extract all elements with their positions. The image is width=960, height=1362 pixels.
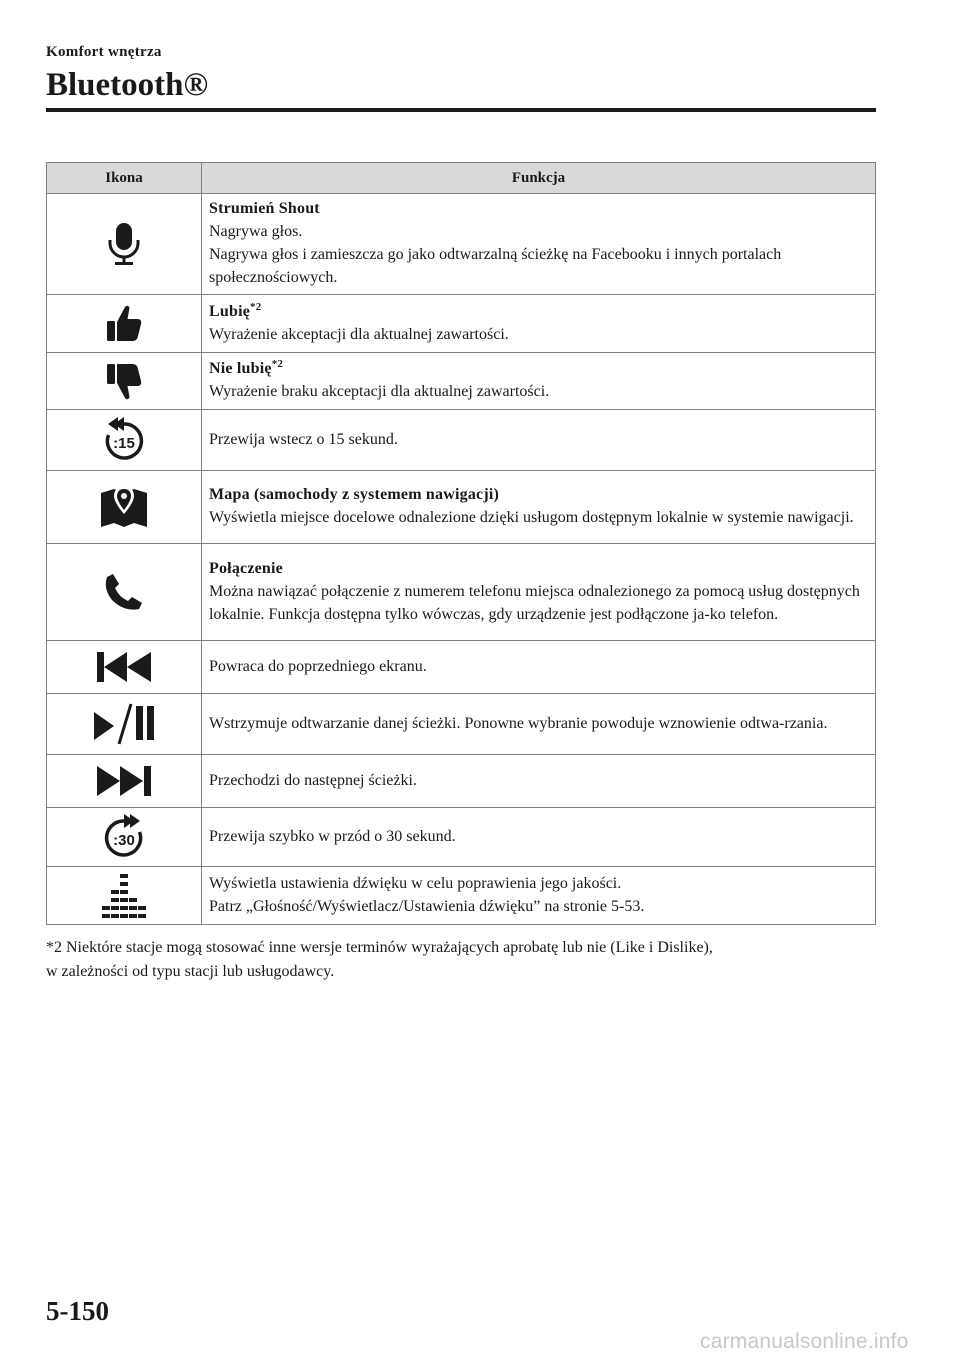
forward-30-label: :30 [113,832,135,849]
function-description: Przechodzi do następnej ścieżki. [209,771,417,789]
table-row [47,295,876,353]
map-pin-icon [98,483,150,531]
footnote [46,936,876,984]
function-description: Wyświetla ustawienia dźwięku w celu poprawienia jego jakości. [209,874,622,892]
microphone-icon [104,221,144,267]
phone-icon [104,572,144,612]
function-description: Nagrywa głos. [209,223,303,240]
footnote-line: w zależności od typu stacji lub usługodawcy. [46,963,335,980]
icon-function-table [46,162,876,925]
function-name: Połączenie [209,559,283,577]
forward-30-icon [102,814,146,860]
table-header-row [47,163,876,194]
function-description: Przewija wstecz o 15 sekund. [209,430,398,448]
table-row [47,194,876,295]
function-description: Można nawiązać połączenie z numerem telefonu miejsca odnalezionego za pomocą usług dostępnych lokalnie. Funkcja dostępna tylko wówczas, gdy urządzenie jest podłączone ja-ko telefon. [209,582,860,623]
column-header-icon: Ikona [47,163,202,194]
function-name: Strumień Shout [209,200,320,217]
function-description: Wyrażenie braku akceptacji dla aktualnej zawartości. [209,383,550,400]
page-title: Bluetooth® [46,67,209,103]
rewind-15-icon [102,417,146,463]
function-description: Przewija szybko w przód o 30 sekund. [209,827,456,845]
function-name: Mapa (samochody z systemem nawigacji) [209,486,500,503]
section-label: Komfort wnętrza [46,44,162,60]
play-pause-icon [92,702,156,746]
table-row [47,641,876,694]
next-track-icon [95,764,153,798]
table-row [47,471,876,544]
function-name: Nie lubię$^{*2}$ [209,358,284,377]
function-description: Wyświetla miejsce docelowe odnalezione dzięki usługom dostępnym lokalnie w systemie nawigacji. [209,509,854,526]
footnote-marker: *2 [250,300,262,313]
table-row [47,867,876,925]
previous-track-icon [95,650,153,684]
equalizer-icon [97,873,151,919]
table-row [47,694,876,755]
table-row [47,353,876,410]
table-row [47,410,876,471]
rewind-15-label: :15 [113,435,135,452]
function-description: Powraca do poprzedniego ekranu. [209,657,427,675]
function-name: Lubię$^{*2}$ [209,300,262,320]
footnote-marker: *2 [271,358,284,370]
table-row [47,808,876,867]
thumbs-up-icon [104,303,144,345]
thumbs-down-icon [104,360,144,402]
function-description: Wstrzymuje odtwarzanie danej ścieżki. Ponowne wybranie powoduje wznowienie odtwa-rzania. [209,714,828,732]
function-description: Patrz „Głośność/Wyświetlacz/Ustawienia dźwięku” na stronie 5-53. [209,897,645,915]
table-row [47,755,876,808]
page-number: 5-150 [46,1296,109,1326]
watermark-link[interactable]: carmanualsonline.info [700,1330,909,1353]
header-divider [46,108,876,112]
footnote-line: *2 Niektóre stacje mogą stosować inne wersje terminów wyrażających aprobatę lub nie (Like i Dislike), [46,939,713,956]
function-description: Nagrywa głos i zamieszcza go jako odtwarzalną ścieżkę na Facebooku i innych portalach społecznościowych. [209,246,782,286]
table-row [47,544,876,641]
column-header-function: Funkcja [202,163,876,194]
function-description: Wyrażenie akceptacji dla aktualnej zawartości. [209,325,509,343]
